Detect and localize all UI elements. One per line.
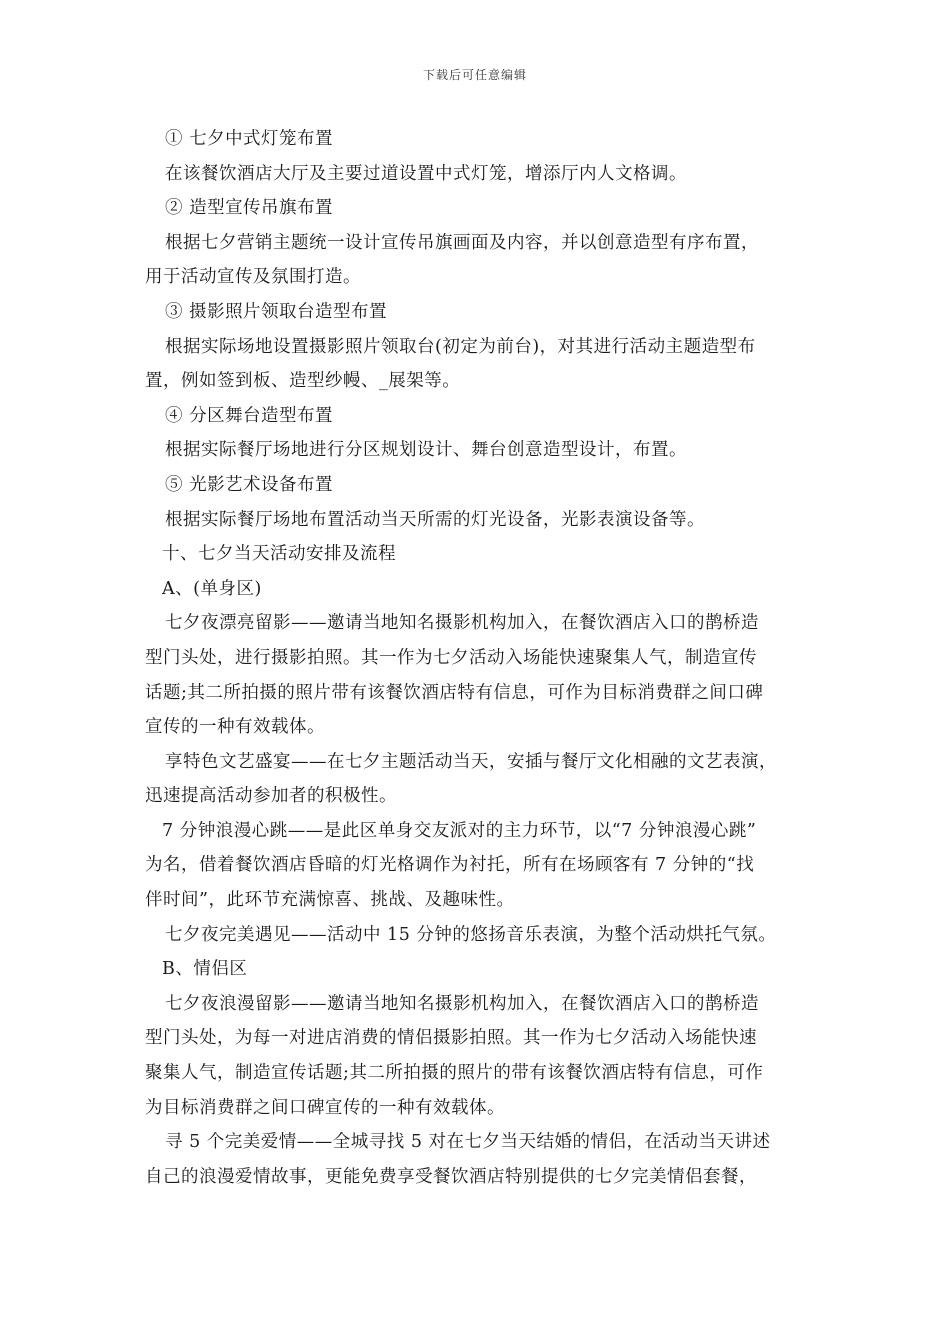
item-heading-stage: ④ 分区舞台造型布置: [165, 405, 334, 426]
paragraph-line: 七夕夜完美遇见——活动中 15 分钟的悠扬音乐表演，为整个活动烘托气氛。: [165, 924, 777, 945]
section-heading: 十、七夕当天活动安排及流程: [162, 544, 396, 565]
paragraph-line: 话题;其二所拍摄的照片带有该餐饮酒店特有信息，可作为目标消费群之间口碑: [145, 682, 764, 703]
paragraph-line: 根据七夕营销主题统一设计宣传吊旗画面及内容，并以创意造型有序布置，: [165, 232, 759, 253]
paragraph-line: 型门头处，为每一对进店消费的情侣摄影拍照。其一作为七夕活动入场能快速: [145, 1028, 757, 1049]
paragraph-line: 用于活动宣传及氛围打造。: [145, 267, 361, 288]
item-heading-banner: ② 造型宣传吊旗布置: [165, 198, 334, 219]
paragraph-line: 7 分钟浪漫心跳——是此区单身交友派对的主力环节，以“7 分钟浪漫心跳”: [162, 820, 757, 841]
paragraph-line: 宣传的一种有效载体。: [145, 717, 325, 738]
paragraph-line: 七夕夜浪漫留影——邀请当地知名摄影机构加入，在餐饮酒店入口的鹊桥造: [165, 993, 759, 1014]
paragraph-line: 在该餐饮酒店大厅及主要过道设置中式灯笼，增添厅内人文格调。: [165, 163, 687, 184]
paragraph-line: 七夕夜漂亮留影——邀请当地知名摄影机构加入，在餐饮酒店入口的鹊桥造: [165, 613, 759, 634]
paragraph-line: 为名，借着餐饮酒店昏暗的灯光格调作为衬托，所有在场顾客有 7 分钟的“找: [145, 855, 755, 876]
paragraph-line: 聚集人气，制造宣传话题;其二所拍摄的照片的带有该餐饮酒店特有信息，可作: [145, 1063, 764, 1084]
paragraph-line: 根据实际场地设置摄影照片领取台(初定为前台)，对其进行活动主题造型布: [165, 336, 756, 357]
paragraph-line: 享特色文艺盛宴——在七夕主题活动当天，安插与餐厅文化相融的文艺表演，: [165, 751, 777, 772]
paragraph-line: 型门头处，进行摄影拍照。其一作为七夕活动入场能快速聚集人气，制造宣传: [145, 647, 757, 668]
paragraph-line: 根据实际餐厅场地进行分区规划设计、舞台创意造型设计，布置。: [165, 440, 687, 461]
document-body: [145, 122, 809, 1194]
subsection-heading-couples: B、情侣区: [162, 959, 248, 980]
paragraph-line: 迅速提高活动参加者的积极性。: [145, 786, 397, 807]
paragraph-line: 伴时间”，此环节充满惊喜、挑战、及趣味性。: [145, 890, 515, 911]
paragraph-line: 自己的浪漫爱情故事，更能免费享受餐饮酒店特别提供的七夕完美情侣套餐，: [145, 1166, 757, 1187]
paragraph-line: 为目标消费群之间口碑宣传的一种有效载体。: [145, 1097, 505, 1118]
header-note: 下载后可任意编辑: [422, 68, 527, 82]
item-heading-photo-desk: ③ 摄影照片领取台造型布置: [165, 301, 388, 322]
paragraph-line: 根据实际餐厅场地布置活动当天所需的灯光设备，光影表演设备等。: [165, 509, 705, 530]
item-heading-lantern: ① 七夕中式灯笼布置: [165, 129, 334, 149]
item-heading-lighting: ⑤ 光影艺术设备布置: [165, 474, 334, 495]
subsection-heading-singles: A、(单身区): [162, 578, 262, 599]
paragraph-line: 置，例如签到板、造型纱幔、_展架等。: [145, 371, 461, 392]
paragraph-line: 寻 5 个完美爱情——全城寻找 5 对在七夕当天结婚的情侣，在活动当天讲述: [165, 1132, 771, 1153]
